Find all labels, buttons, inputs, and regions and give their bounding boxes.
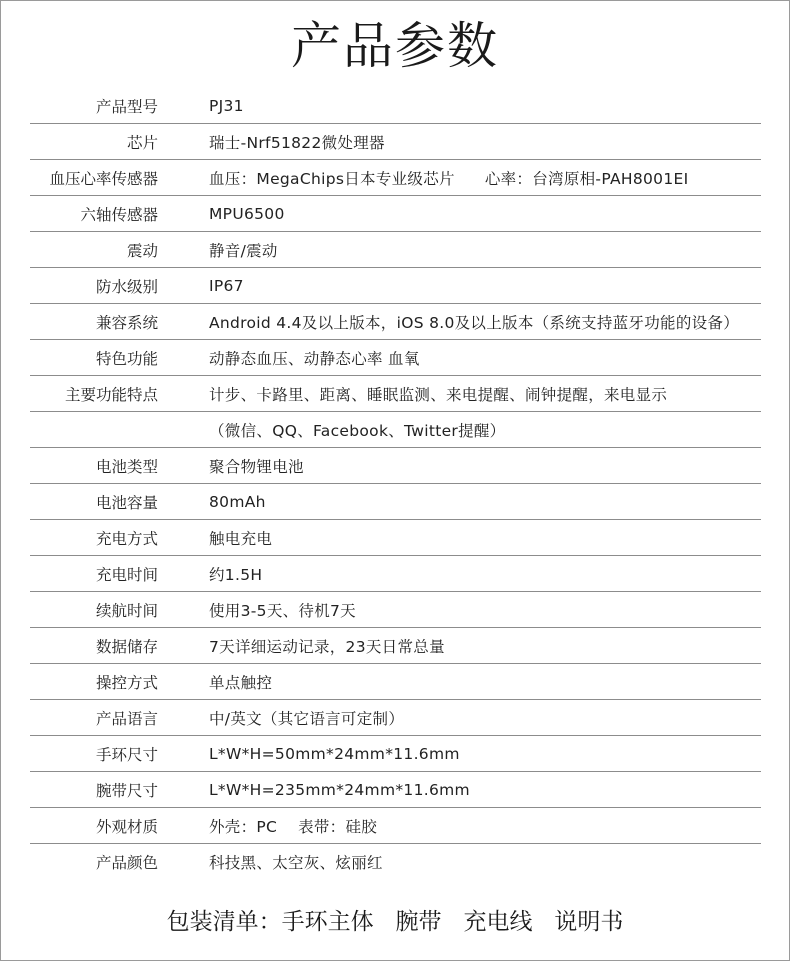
spec-value: L*W*H=50mm*24mm*11.6mm	[209, 744, 460, 763]
spec-row-vibration	[30, 232, 761, 268]
spec-value: 聚合物锂电池	[209, 457, 304, 476]
spec-value: 80mAh	[209, 492, 266, 511]
spec-row-model	[30, 88, 761, 124]
spec-value: 静音/震动	[209, 241, 278, 260]
spec-label: 数据储存	[95, 637, 158, 656]
spec-table	[30, 88, 761, 879]
spec-value: IP67	[209, 276, 244, 295]
spec-row-chip	[30, 124, 761, 160]
spec-label: 主要功能特点	[64, 385, 158, 404]
spec-value: PJ31	[209, 96, 244, 115]
spec-row-charging-time	[30, 556, 761, 592]
spec-value: 瑞士-Nrf51822微处理器	[209, 133, 385, 152]
spec-label: 电池类型	[95, 457, 158, 476]
spec-value: 触电充电	[209, 529, 273, 548]
spec-row-battery-capacity	[30, 484, 761, 520]
spec-value: 约1.5H	[209, 565, 263, 584]
spec-label: 操控方式	[95, 673, 158, 692]
spec-value	[209, 167, 688, 189]
spec-value: 科技黑、太空灰、炫丽红	[209, 853, 383, 872]
spec-label: 电池容量	[95, 493, 158, 512]
spec-label: 防水级别	[95, 277, 158, 296]
spec-label: 产品语言	[95, 709, 158, 728]
spec-value: 7天详细运动记录，23天日常总量	[209, 637, 445, 656]
spec-label: 续航时间	[95, 601, 158, 620]
spec-label: 产品颜色	[95, 853, 158, 872]
spec-label: 兼容系统	[95, 313, 158, 332]
spec-row-waterproof	[30, 268, 761, 304]
spec-value: 外壳：PC 表带：硅胶	[209, 817, 378, 836]
spec-row-features	[30, 340, 761, 376]
spec-row-control	[30, 664, 761, 700]
spec-value: 使用3-5天、待机7天	[209, 601, 356, 620]
spec-label: 特色功能	[95, 349, 158, 368]
spec-row-bp-hr-sensor	[30, 160, 761, 196]
spec-row-band-size	[30, 736, 761, 772]
spec-value: 计步、卡路里、距离、睡眠监测、来电提醒、闹钟提醒，来电显示	[209, 385, 668, 404]
spec-row-battery-life	[30, 592, 761, 628]
spec-value-bp: 血压：MegaChips日本专业级芯片	[209, 169, 455, 188]
page-title: 产品参数	[291, 17, 499, 75]
package-list: 包装清单：手环主体 腕带 充电线 说明书	[166, 909, 624, 935]
spec-value: 中/英文（其它语言可定制）	[209, 709, 405, 728]
spec-row-battery-type	[30, 448, 761, 484]
spec-label: 外观材质	[95, 817, 158, 836]
spec-row-main-functions	[30, 376, 761, 412]
spec-value: （微信、QQ、Facebook、Twitter提醒）	[209, 421, 506, 440]
spec-label: 血压心率传感器	[49, 169, 158, 188]
spec-label: 震动	[126, 241, 158, 260]
spec-row-color	[30, 844, 761, 879]
spec-row-strap-size	[30, 772, 761, 808]
spec-value: MPU6500	[209, 204, 285, 223]
spec-value: L*W*H=235mm*24mm*11.6mm	[209, 780, 470, 799]
spec-value: 动静态血压、动静态心率 血氧	[209, 349, 420, 368]
spec-label: 产品型号	[95, 97, 158, 116]
spec-row-data-storage	[30, 628, 761, 664]
spec-value: Android 4.4及以上版本，iOS 8.0及以上版本（系统支持蓝牙功能的设备）	[209, 313, 740, 332]
spec-row-main-functions-cont	[30, 412, 761, 448]
spec-label: 手环尺寸	[95, 745, 158, 764]
spec-label: 芯片	[126, 133, 158, 152]
spec-row-language	[30, 700, 761, 736]
spec-row-six-axis	[30, 196, 761, 232]
spec-label: 充电时间	[95, 565, 158, 584]
spec-row-charging-method	[30, 520, 761, 556]
spec-value: 单点触控	[209, 673, 273, 692]
spec-row-compatibility	[30, 304, 761, 340]
spec-label: 腕带尺寸	[95, 781, 158, 800]
spec-label: 六轴传感器	[80, 205, 158, 224]
spec-row-material	[30, 808, 761, 844]
spec-label: 充电方式	[95, 529, 158, 548]
spec-value-hr: 心率：台湾原相-PAH8001EI	[484, 169, 689, 188]
